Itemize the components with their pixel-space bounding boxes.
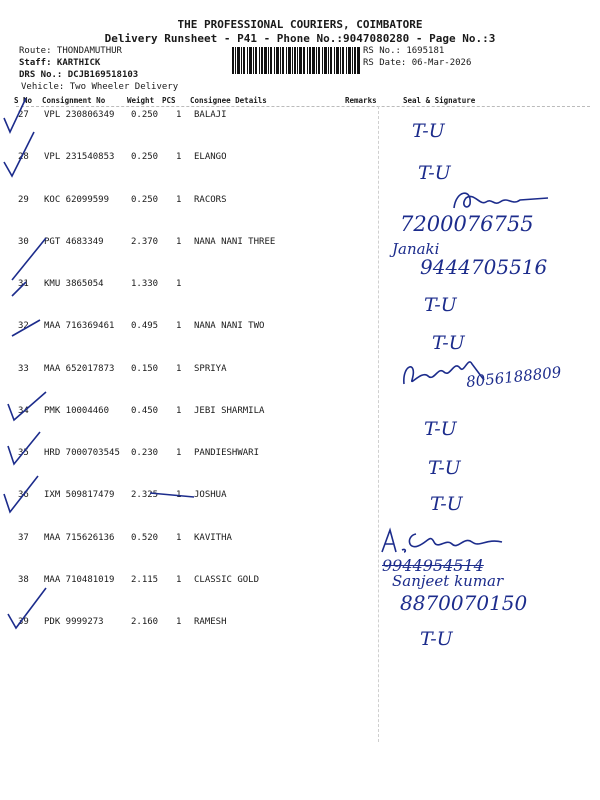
consignee-name: NANA NANI TWO xyxy=(194,321,265,332)
handwritten-tu-34: T-U xyxy=(424,418,457,440)
handwritten-phone-33: 8056188809 xyxy=(465,363,563,391)
handwritten-name-38: Sanjeet kumar xyxy=(392,572,504,590)
handwritten-tu-28: T-U xyxy=(418,162,451,184)
handwritten-tu-32: T-U xyxy=(432,332,465,354)
pieces-count: 1 xyxy=(176,236,182,247)
pieces-count: 1 xyxy=(176,574,182,585)
pieces-count: 1 xyxy=(176,405,182,416)
col-remarks: Remarks xyxy=(345,96,377,105)
serial-number: 33 xyxy=(18,363,29,374)
consignment-number: MAA 710481019 xyxy=(44,574,115,585)
serial-number: 30 xyxy=(18,236,29,247)
consignment-number: VPL 231540853 xyxy=(44,152,115,163)
table-row xyxy=(0,617,600,659)
consignee-name: NANA NANI THREE xyxy=(194,236,276,247)
consignment-number: IXM 509817479 xyxy=(44,490,115,501)
header-rule xyxy=(16,106,590,107)
consignment-number: KMU 3865054 xyxy=(44,279,104,289)
serial-number: 34 xyxy=(18,405,29,416)
weight-value: 2.325 xyxy=(131,490,159,501)
pieces-count: 1 xyxy=(176,279,182,289)
consignee-name: BALAJI xyxy=(194,110,227,120)
handwritten-phone-37: 9944954514 xyxy=(382,556,484,575)
weight-value: 0.520 xyxy=(131,532,159,543)
handwritten-name-30: Janaki xyxy=(392,240,440,258)
consignment-number: PDK 9999273 xyxy=(44,617,104,627)
consignment-number: VPL 230806349 xyxy=(44,110,115,120)
handwritten-tu-27: T-U xyxy=(412,120,445,142)
serial-number: 27 xyxy=(18,110,29,120)
col-consignee: Consignee Details xyxy=(190,96,267,105)
consignment-number: PGT 4683349 xyxy=(44,236,104,247)
serial-number: 39 xyxy=(18,617,29,627)
handwritten-tu-31: T-U xyxy=(424,294,457,316)
handwritten-phone-38: 8870070150 xyxy=(400,591,528,615)
serial-number: 28 xyxy=(18,152,29,163)
consignee-name: CLASSIC GOLD xyxy=(194,574,260,585)
consignee-name: PANDIESHWARI xyxy=(194,448,260,458)
consignee-name: JOSHUA xyxy=(194,490,227,501)
consignment-number: MAA 716369461 xyxy=(44,321,115,332)
handwritten-phone-30: 9444705516 xyxy=(420,255,548,279)
consignment-number: PMK 10004460 xyxy=(44,405,110,416)
route-label: Route: THONDAMUTHUR xyxy=(19,46,122,56)
serial-number: 35 xyxy=(18,448,29,458)
consignee-name: JEBI SHARMILA xyxy=(194,405,265,416)
serial-number: 31 xyxy=(18,279,29,289)
pieces-count: 1 xyxy=(176,110,182,120)
pieces-count: 1 xyxy=(176,532,182,543)
col-consignment: Consignment No xyxy=(42,96,106,105)
weight-value: 0.150 xyxy=(131,363,159,374)
pieces-count: 1 xyxy=(176,321,182,332)
weight-value: 0.450 xyxy=(131,405,159,416)
drs-label: DRS No.: DCJB169518103 xyxy=(19,70,139,80)
col-pcs: PCS xyxy=(162,96,176,105)
serial-number: 38 xyxy=(18,574,29,585)
serial-number: 29 xyxy=(18,194,29,205)
weight-value: 2.115 xyxy=(131,574,159,585)
weight-value: 0.250 xyxy=(131,194,159,205)
table-row xyxy=(0,279,600,321)
handwritten-tu-36: T-U xyxy=(430,493,463,515)
vehicle-label: Vehicle: Two Wheeler Delivery xyxy=(21,82,179,92)
consignee-name: SPRIYA xyxy=(194,363,227,374)
table-row xyxy=(0,406,600,448)
barcode xyxy=(232,47,360,74)
rs-date: RS Date: 06-Mar-2026 xyxy=(363,58,472,68)
staff-label: Staff: KARTHICK xyxy=(19,58,101,68)
runsheet-subtitle: Delivery Runsheet - P41 - Phone No.:9047080280 - Page No.:3 xyxy=(104,32,496,45)
weight-value: 0.250 xyxy=(131,110,159,120)
consignment-number: HRD 7000703545 xyxy=(44,448,120,458)
weight-value: 0.250 xyxy=(131,152,159,163)
col-weight: Weight xyxy=(127,96,155,105)
serial-number: 32 xyxy=(18,321,29,332)
table-row xyxy=(0,448,600,490)
consignment-number: MAA 652017873 xyxy=(44,363,115,374)
signature-37 xyxy=(376,524,516,558)
serial-number: 37 xyxy=(18,532,29,543)
weight-value: 2.370 xyxy=(131,236,159,247)
pieces-count: 1 xyxy=(176,152,182,163)
handwritten-tu-39: T-U xyxy=(420,628,453,650)
company-title: THE PROFESSIONAL COURIERS, COIMBATORE xyxy=(177,18,423,31)
consignment-number: KOC 62099599 xyxy=(44,194,110,205)
consignee-name: RAMESH xyxy=(194,617,227,627)
consignee-name: RACORS xyxy=(194,194,227,205)
table-row xyxy=(0,110,600,152)
pieces-count: 1 xyxy=(176,617,182,627)
col-sno: S No xyxy=(14,96,33,105)
pieces-count: 1 xyxy=(176,363,182,374)
serial-number: 36 xyxy=(18,490,29,501)
weight-value: 0.495 xyxy=(131,321,159,332)
weight-value: 0.230 xyxy=(131,448,159,458)
consignment-number: MAA 715626136 xyxy=(44,532,115,543)
weight-value: 1.330 xyxy=(131,279,159,289)
pieces-count: 1 xyxy=(176,194,182,205)
consignee-name: KAVITHA xyxy=(194,532,232,543)
handwritten-phone-29: 7200076755 xyxy=(400,212,534,236)
handwritten-tu-35: T-U xyxy=(428,457,461,479)
pieces-count: 1 xyxy=(176,490,182,501)
consignee-name: ELANGO xyxy=(194,152,227,163)
weight-value: 2.160 xyxy=(131,617,159,627)
rs-number: RS No.: 1695181 xyxy=(363,46,445,56)
pieces-count: 1 xyxy=(176,448,182,458)
signature-29 xyxy=(446,184,556,214)
table-row xyxy=(0,321,600,363)
col-seal: Seal & Signature xyxy=(403,96,476,105)
